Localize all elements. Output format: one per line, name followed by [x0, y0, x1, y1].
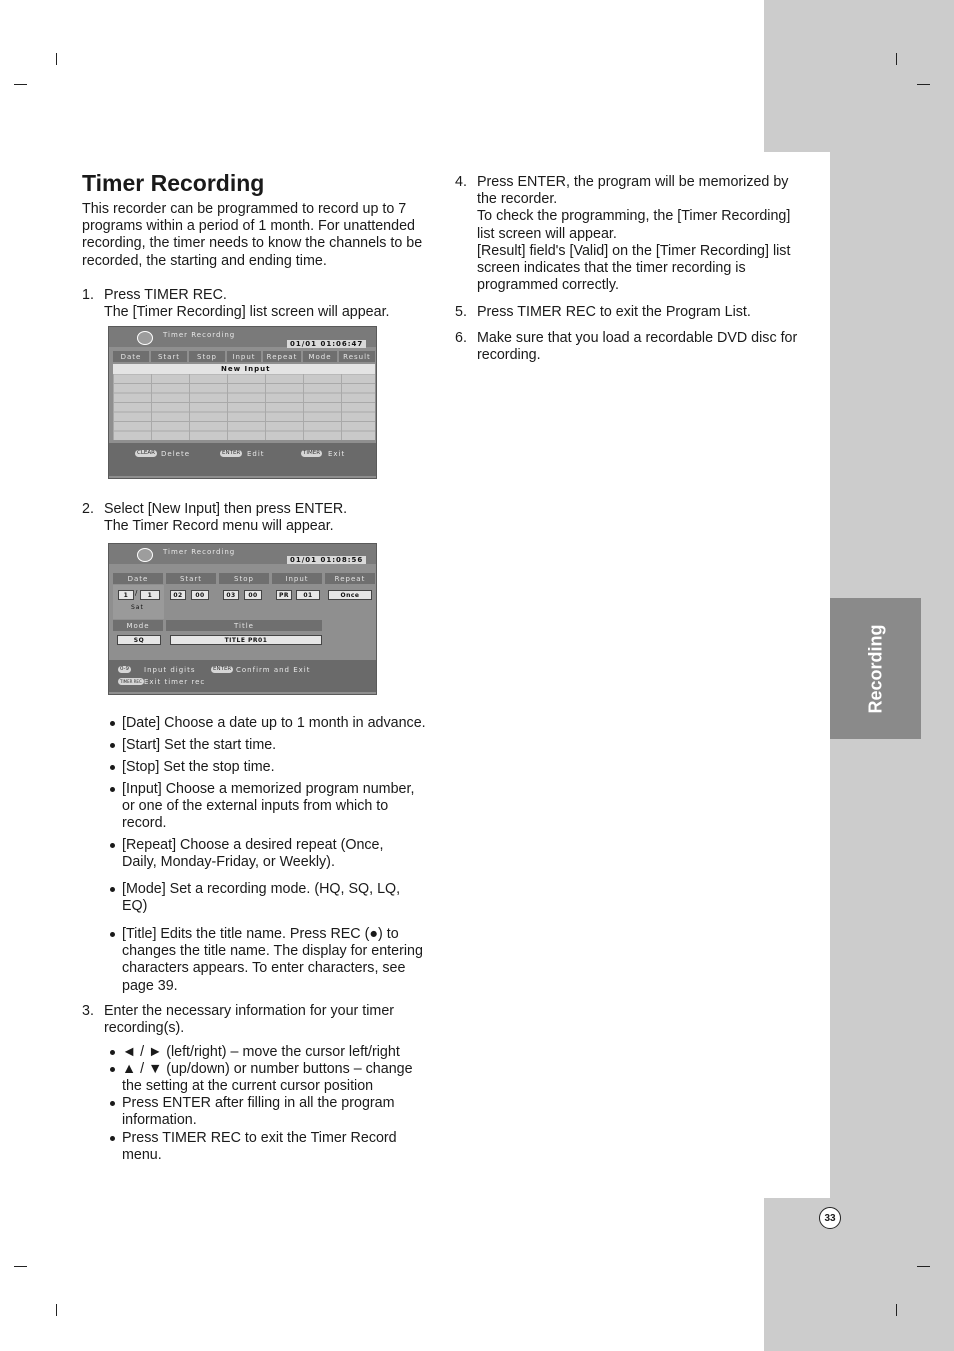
title-field[interactable]: TITLE PR01 — [170, 635, 322, 645]
bullet-dot — [110, 1136, 115, 1141]
digit-keys-icon: 0-9 — [120, 666, 129, 672]
key-label: Delete — [161, 450, 190, 458]
enter-key-icon: ENTER — [213, 666, 232, 672]
column-header: Stop — [189, 351, 225, 362]
screen-key-bar — [109, 660, 376, 692]
page-title: Timer Recording — [82, 170, 265, 196]
crop-mark — [56, 1304, 57, 1316]
key-label: Exit timer rec — [144, 678, 206, 686]
screen-title: Timer Recording — [163, 331, 236, 339]
bullet-exit: Press TIMER REC to exit the Timer Record menu. — [122, 1130, 397, 1164]
column-header: Date — [113, 351, 149, 362]
bullet-dot — [110, 932, 115, 937]
crop-mark — [917, 84, 930, 85]
crop-mark — [56, 53, 57, 65]
bullet-dot — [110, 721, 115, 726]
timer-record-screen — [108, 543, 377, 695]
bullet-title: [Title] Edits the title name. Press REC (●) to changes the title name. The display for entering characters appears. To enter characters, see page 39. — [122, 926, 423, 994]
crop-mark — [14, 84, 27, 85]
step-number: 1. — [82, 287, 94, 303]
step-1-text: Press TIMER REC. The [Timer Recording] list screen will appear. — [104, 287, 390, 321]
column-header: Date — [113, 573, 163, 584]
section-tab — [830, 598, 921, 739]
column-header: Mode — [303, 351, 337, 362]
column-header: Input — [272, 573, 322, 584]
disc-logo-icon — [137, 548, 153, 562]
bullet-dot — [110, 743, 115, 748]
stop-minute-field[interactable]: 00 — [244, 590, 262, 600]
bullet-mode: [Mode] Set a recording mode. (HQ, SQ, LQ, EQ) — [122, 881, 401, 915]
bullet-stop: [Stop] Set the stop time. — [122, 759, 275, 775]
column-header: Stop — [219, 573, 269, 584]
key-label: Exit — [328, 450, 346, 458]
step-number: 3. — [82, 1003, 94, 1019]
column-header: Start — [151, 351, 187, 362]
timer-key-icon: TIMER — [303, 450, 321, 456]
crop-mark — [896, 53, 897, 65]
screen-clock: 01/01 01:08:56 — [287, 556, 366, 564]
input-number-field[interactable]: 01 — [296, 590, 320, 600]
bullet-up-down: ▲ / ▼ (up/down) or number buttons – change the setting at the current cursor position — [122, 1061, 413, 1095]
bullet-dot — [110, 1050, 115, 1055]
step-number: 4. — [455, 174, 467, 190]
input-source-field[interactable]: PR — [276, 590, 292, 600]
step-4-text: Press ENTER, the program will be memorized by the recorder. To check the programming, the [Timer Recording] list screen will appear. [Result] field's [Valid] on the [Timer Recording] list screen indicates that the timer recording is programmed correctly. — [477, 174, 791, 294]
bullet-dot — [110, 787, 115, 792]
bullet-dot — [110, 1067, 115, 1072]
key-label: Confirm and Exit — [236, 666, 311, 674]
crop-mark — [14, 1266, 27, 1267]
key-label: Input digits — [144, 666, 196, 674]
date-day-field[interactable]: 1 — [140, 590, 160, 600]
repeat-field[interactable]: Once — [328, 590, 372, 600]
disc-logo-icon — [137, 331, 153, 345]
screen-title: Timer Recording — [163, 548, 236, 556]
timer-list-screen — [108, 326, 377, 479]
date-month-field[interactable]: 1 — [118, 590, 134, 600]
screen-clock: 01/01 01:06:47 — [287, 340, 366, 348]
mode-field[interactable]: SQ — [117, 635, 161, 645]
timer-list-grid — [113, 364, 375, 440]
step-6-text: Make sure that you load a recordable DVD disc for recording. — [477, 330, 798, 364]
bullet-dot — [110, 765, 115, 770]
step-5-text: Press TIMER REC to exit the Program List. — [477, 304, 751, 320]
step-number: 5. — [455, 304, 467, 320]
bullet-press-enter: Press ENTER after filling in all the program information. — [122, 1095, 395, 1129]
crop-mark — [896, 1304, 897, 1316]
stop-hour-field[interactable]: 03 — [223, 590, 239, 600]
column-header: Repeat — [325, 573, 375, 584]
bullet-start: [Start] Set the start time. — [122, 737, 277, 753]
step-2-text: Select [New Input] then press ENTER. The Timer Record menu will appear. — [104, 501, 348, 535]
step-number: 6. — [455, 330, 467, 346]
bullet-repeat: [Repeat] Choose a desired repeat (Once, Daily, Monday-Friday, or Weekly). — [122, 837, 384, 871]
step-3-text: Enter the necessary information for your timer recording(s). — [104, 1003, 395, 1037]
enter-key-icon: ENTER — [222, 450, 241, 456]
bullet-date: [Date] Choose a date up to 1 month in advance. — [122, 715, 426, 731]
crop-mark — [917, 1266, 930, 1267]
bullet-dot — [110, 843, 115, 848]
column-header: Input — [227, 351, 261, 362]
page-number: 33 — [819, 1207, 841, 1229]
start-minute-field[interactable]: 00 — [191, 590, 209, 600]
key-label: Edit — [247, 450, 265, 458]
intro-paragraph: This recorder can be programmed to record up to 7 programs within a period of 1 month. For unattended recording, the timer needs to know the channels to be recorded, the starting and ending time. — [82, 201, 423, 269]
new-input-label: New Input — [221, 365, 271, 373]
timer-rec-key-icon: TIMER REC — [120, 679, 142, 684]
mode-header: Mode — [113, 620, 163, 631]
column-header: Repeat — [263, 351, 301, 362]
column-header: Result — [339, 351, 375, 362]
bullet-left-right: ◄ / ► (left/right) – move the cursor left/right — [122, 1044, 400, 1060]
start-hour-field[interactable]: 02 — [170, 590, 186, 600]
bullet-input: [Input] Choose a memorized program number, or one of the external inputs from which to record. — [122, 781, 415, 832]
date-separator: / — [135, 589, 138, 597]
column-header: Start — [166, 573, 216, 584]
bullet-dot — [110, 887, 115, 892]
weekday-label: Sat — [131, 604, 144, 611]
bullet-dot — [110, 1101, 115, 1106]
clear-key-icon: CLEAR — [137, 450, 155, 456]
section-tab-label: Recording — [865, 623, 885, 714]
title-header: Title — [166, 620, 322, 631]
screen-key-bar — [109, 443, 376, 476]
step-number: 2. — [82, 501, 94, 517]
